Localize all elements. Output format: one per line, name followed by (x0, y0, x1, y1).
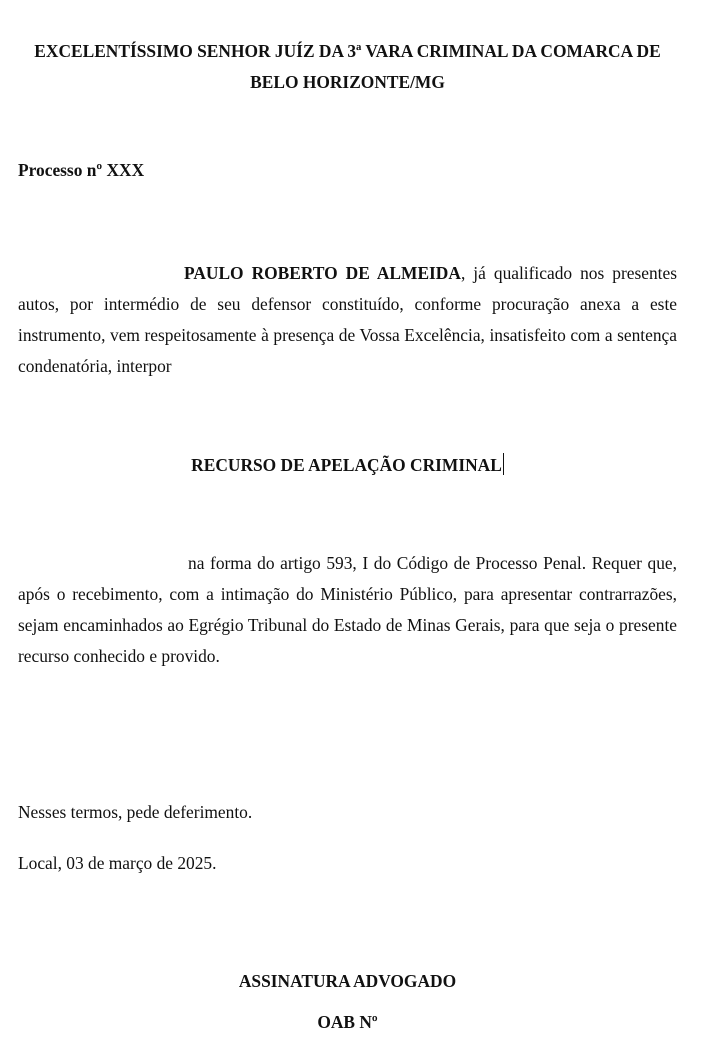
intro-paragraph (18, 258, 677, 382)
oab-number: OAB Nº (317, 1012, 378, 1032)
header-line-1: EXCELENTÍSSIMO SENHOR JUÍZ DA 3ª VARA CRIMINAL DA COMARCA DE (34, 41, 661, 61)
text-cursor (503, 453, 504, 475)
appeal-title-text: RECURSO DE APELAÇÃO CRIMINAL (191, 455, 502, 475)
party-name: PAULO ROBERTO DE ALMEIDA (184, 263, 461, 283)
appeal-title (18, 450, 677, 481)
signature-line: ASSINATURA ADVOGADO (238, 971, 457, 991)
court-header (18, 36, 677, 98)
place-date: Local, 03 de março de 2025. (18, 853, 217, 873)
process-number: Processo nº XXX (18, 160, 145, 180)
body-paragraph: na forma do artigo 593, I do Código de Processo Penal. Requer que, após o recebimento, com a intimação do Ministério Público, para apresentar contrarrazões, sejam encaminhados ao Egrégio Tribunal do Estado de Minas Gerais, para que seja o presente recurso conhecido e provido. (18, 553, 677, 666)
closing-statement: Nesses termos, pede deferimento. (18, 802, 253, 822)
intro-paragraph-text: , já qualificado nos presentes autos, por intermédio de seu defensor constituído, conforme procuração anexa a este instrumento, vem respeitosamente à presença de Vossa Excelência, insatisfeito com a sentença condenatória, interpor (18, 263, 677, 376)
header-line-2: BELO HORIZONTE/MG (250, 72, 445, 92)
